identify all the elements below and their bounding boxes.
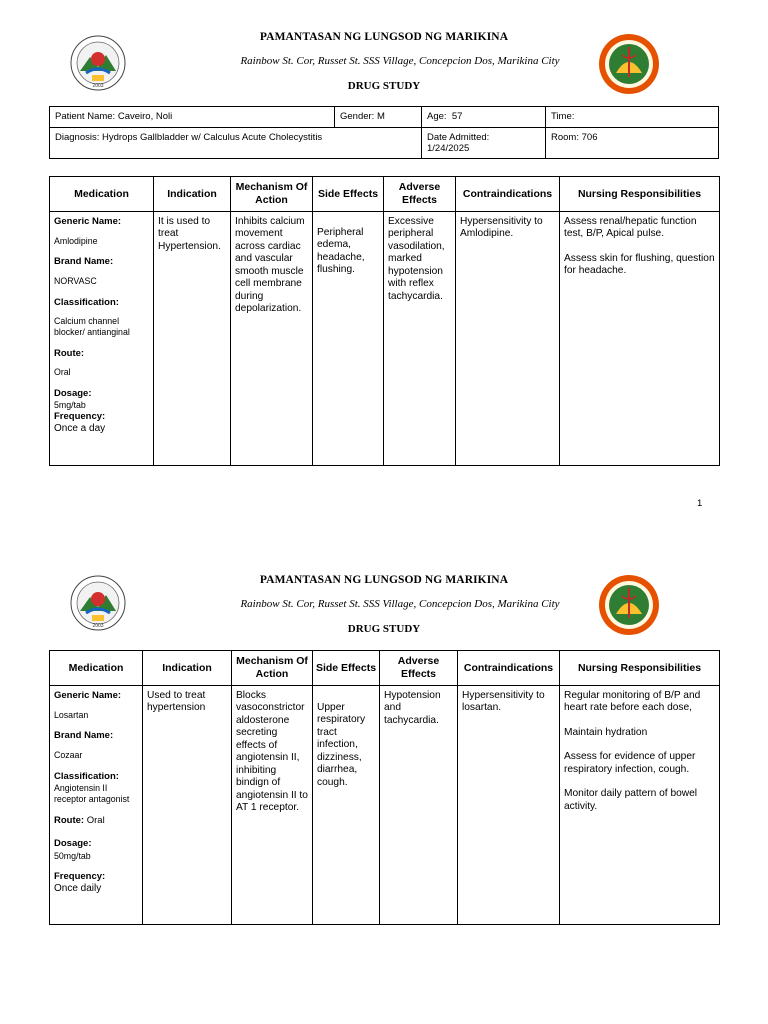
gender-cell: Gender: M	[335, 107, 422, 128]
nursing-cell	[560, 686, 720, 925]
svg-text:2003: 2003	[92, 623, 104, 629]
university-address: Rainbow St. Cor, Russet St. SSS Village, Concepcion Dos, Marikina City	[240, 598, 560, 610]
university-address: Rainbow St. Cor, Russet St. SSS Village, Concepcion Dos, Marikina City	[240, 55, 560, 67]
col-indication: Indication	[143, 651, 232, 686]
generic-name: Losartan	[54, 709, 89, 720]
col-side-effects: Side Effects	[313, 177, 384, 212]
medication-cell: Generic Name: Amlodipine Brand Name: NORVASC Classification: Calcium channel blocker/ antianginal Route: Oral Dosage: 5mg/tab Frequency: Once a day	[50, 212, 154, 466]
svg-text:2003: 2003	[92, 83, 104, 89]
room-cell: Room: 706	[546, 128, 719, 159]
patient-age: 57	[451, 111, 463, 122]
document-title: DRUG STUDY	[347, 623, 421, 635]
route: Oral	[86, 814, 105, 826]
mechanism-cell: Inhibits calcium movement across cardiac and vascular smooth muscle cell membrane during depolarization.	[231, 212, 313, 466]
patient-info-table	[49, 106, 719, 159]
side-effects-cell: Peripheral edema, headache, flushing.	[313, 212, 384, 466]
drug-study-table-2	[49, 650, 720, 925]
nursing-cell	[560, 212, 720, 466]
contraindications-cell: Hypersensitivity to losartan.	[458, 686, 560, 925]
adverse-effects-cell: Hypotension and tachycardia.	[380, 686, 458, 925]
table-header-row	[50, 177, 720, 212]
col-contraindications: Contraindications	[458, 651, 560, 686]
adverse-effects-cell: Excessive peripheral vasodilation, marked hypotension with reflex tachycardia.	[384, 212, 456, 466]
brand-name: NORVASC	[54, 275, 97, 286]
col-adverse-effects: Adverse Effects	[380, 651, 458, 686]
time-cell: Time:	[546, 107, 719, 128]
frequency: Once daily	[54, 883, 102, 895]
classification: Calcium channel blocker/ antianginal	[54, 316, 130, 337]
contraindications-cell: Hypersensitivity to Amlodipine.	[456, 212, 560, 466]
generic-name: Amlodipine	[54, 235, 98, 246]
patient-name: Caveiro, Noli	[117, 111, 173, 122]
brand-name: Cozaar	[54, 749, 83, 760]
diagnosis: Hydrops Gallbladder w/ Calculus Acute Cholecystitis	[102, 132, 323, 143]
patient-gender: M	[376, 111, 385, 122]
col-mechanism: Mechanism Of Action	[232, 651, 313, 686]
indication-cell: It is used to treat Hypertension.	[154, 212, 231, 466]
col-adverse-effects: Adverse Effects	[384, 177, 456, 212]
page-number: 1	[697, 498, 703, 509]
indication-cell: Used to treat hypertension	[143, 686, 232, 925]
list-item: Assess skin for flushing, question for headache.	[564, 252, 715, 277]
date-admitted-cell: Date Admitted: 1/24/2025	[422, 128, 546, 159]
dosage: 5mg/tab	[54, 400, 86, 411]
age-cell: Age: 57	[422, 107, 546, 128]
dosage: 50mg/tab	[54, 850, 91, 861]
col-nursing-responsibilities: Nursing Responsibilities	[560, 651, 720, 686]
col-side-effects: Side Effects	[313, 651, 380, 686]
route: Oral	[54, 367, 71, 378]
list-item: Regular monitoring of B/P and heart rate before each dose,	[564, 690, 701, 714]
table-row	[50, 686, 720, 925]
room-number: 706	[581, 132, 598, 143]
university-name: PAMANTASAN NG LUNGSOD NG MARIKINA	[259, 574, 509, 586]
patient-name-cell: Patient Name: Caveiro, Noli	[50, 107, 335, 128]
table-header-row	[50, 651, 720, 686]
list-item: Monitor daily pattern of bowel activity.	[564, 788, 698, 812]
col-nursing-responsibilities: Nursing Responsibilities	[560, 177, 720, 212]
document-title: DRUG STUDY	[347, 80, 421, 92]
classification: Angiotensin II receptor antagonist	[54, 783, 130, 804]
mechanism-cell: Blocks vasoconstrictor aldosterone secreting effects of angiotensin II, inhibiting bindign of angiotensin II to AT 1 receptor.	[232, 686, 313, 925]
list-item: Assess for evidence of upper respiratory infection, cough.	[564, 751, 696, 775]
medication-cell: Generic Name: Losartan Brand Name: Cozaar Classification: Angiotensin II receptor antagonist Route: Oral Dosage: 50mg/tab Frequency: Once daily	[50, 686, 143, 925]
col-mechanism: Mechanism Of Action	[231, 177, 313, 212]
drug-study-table-1	[49, 176, 720, 466]
university-name: PAMANTASAN NG LUNGSOD NG MARIKINA	[259, 31, 509, 43]
diagnosis-cell: Diagnosis: Hydrops Gallbladder w/ Calculus Acute Cholecystitis	[50, 128, 422, 159]
side-effects-cell: Upper respiratory tract infection, dizziness, diarrhea, cough.	[313, 686, 380, 925]
col-medication: Medication	[50, 651, 143, 686]
list-item: Assess renal/hepatic function test, B/P, Apical pulse.	[564, 216, 697, 240]
frequency: Once a day	[54, 422, 106, 434]
col-contraindications: Contraindications	[456, 177, 560, 212]
page-2	[0, 545, 768, 1024]
col-medication: Medication	[50, 177, 154, 212]
table-row	[50, 212, 720, 466]
col-indication: Indication	[154, 177, 231, 212]
list-item: Maintain hydration	[564, 726, 648, 738]
date-admitted: 1/24/2025	[427, 143, 470, 154]
